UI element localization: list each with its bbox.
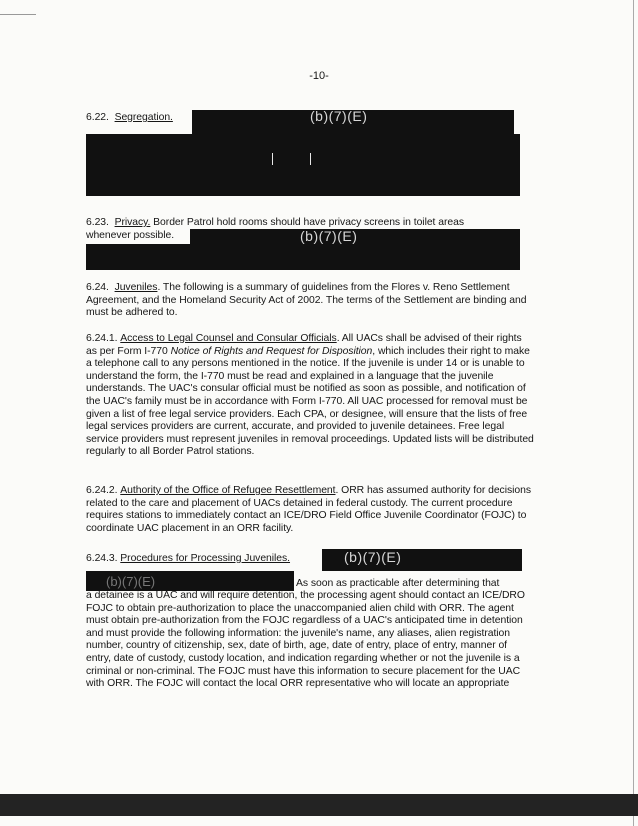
section-number: 6.24.3. bbox=[86, 553, 118, 564]
section-text: . The following is a summary of guidelines from the Flores v. Reno Settlement Agreement, and the Homeland Security Act of 2002. The terms of the Settlement are binding and must be adhered to. bbox=[86, 282, 527, 319]
section-number: 6.23. bbox=[86, 217, 109, 228]
scan-bottom-band bbox=[0, 794, 638, 816]
section-title: Juveniles bbox=[114, 282, 158, 293]
section-text: Border Patrol hold rooms should have privacy screens in toilet areas bbox=[150, 217, 464, 228]
section-text: . All UACs shall be advised of their rights as per Form I-770 bbox=[86, 333, 522, 357]
section-number: 6.24. bbox=[86, 282, 109, 293]
section-title: Authority of the Office of Refugee Resettlement bbox=[120, 485, 336, 496]
section-text: whenever possible. bbox=[86, 229, 175, 241]
exemption-label: (b)(7)(E) bbox=[300, 228, 358, 244]
section-title: Access to Legal Counsel and Consular Officials bbox=[120, 333, 337, 344]
redaction-block bbox=[86, 134, 520, 196]
page-number: -10- bbox=[309, 70, 329, 82]
section-text: . ORR has assumed authority for decisions related to the care and placement of UACs detained in federal custody. The current procedure requires stations to immediately contact an ICE/DRO Field Office Juvenile Coordinator (FOJC) to coordinate UAC placement in an ORR facility. bbox=[86, 485, 531, 534]
scan-artifact bbox=[272, 153, 273, 165]
section-number: 6.24.1. bbox=[86, 333, 118, 344]
section-title: Procedures for Processing Juveniles. bbox=[120, 553, 291, 564]
section-text: As soon as practicable after determining that bbox=[296, 578, 500, 589]
redaction-block bbox=[86, 244, 520, 270]
section-text: , which includes their right to make a telephone call to any persons mentioned in the notice. If the juvenile is under 14 or is unable to understand the form, the I-770 must be read and explained in a language that the juvenile understands. The UAC's consular official must be notified as soon as possible, and notification of the UAC's family must be in accordance with Form I-770. All UAC processed for removal must be given a list of free legal service providers. Each CPA, or designee, will ensure that the lists of free legal services providers are current, accurate, and provided to juvenile detainees. Free legal service providers must represent juveniles in removal proceedings. Updated lists will be distributed regularly to all Border Patrol stations. bbox=[86, 345, 534, 458]
exemption-label-faded: (b)(7)(E) bbox=[106, 574, 156, 589]
section-title: Segregation. bbox=[114, 112, 173, 123]
section-number: 6.24.2. bbox=[86, 485, 118, 496]
section-6-24-3-body bbox=[86, 590, 534, 691]
form-title: Notice of Rights and Request for Disposition bbox=[170, 345, 373, 357]
section-title: Privacy. bbox=[114, 217, 151, 228]
scan-edge-line bbox=[633, 0, 634, 826]
scan-artifact-line bbox=[0, 14, 36, 15]
section-6-24-1 bbox=[86, 333, 534, 459]
section-6-24-2 bbox=[86, 485, 534, 535]
exemption-label: (b)(7)(E) bbox=[344, 549, 402, 565]
section-6-24 bbox=[86, 282, 534, 320]
scan-artifact bbox=[310, 153, 311, 165]
section-text: a detainee is a UAC and will require detention, the processing agent should contact an ICE/DRO FOJC to obtain pre-authorization to place the unaccompanied alien child with ORR. The agent must obtain pre-authorization from the FOJC regardless of a UAC's anticipated time in detention and must provide the following information: the juvenile's name, any aliases, alien registration number, country of citizenship, sex, date of birth, age, date of entry, place of entry, manner of entry, date of custody, custody location, and indication regarding whether or not the juvenile is a criminal or non-criminal. The FOJC must have this information to secure placement for the UAC with ORR. The FOJC will contact the local ORR representative who will locate an appropriate bbox=[86, 590, 525, 690]
section-6-24-3-tail bbox=[296, 578, 534, 591]
section-number: 6.22. bbox=[86, 112, 109, 123]
exemption-label: (b)(7)(E) bbox=[310, 108, 368, 124]
